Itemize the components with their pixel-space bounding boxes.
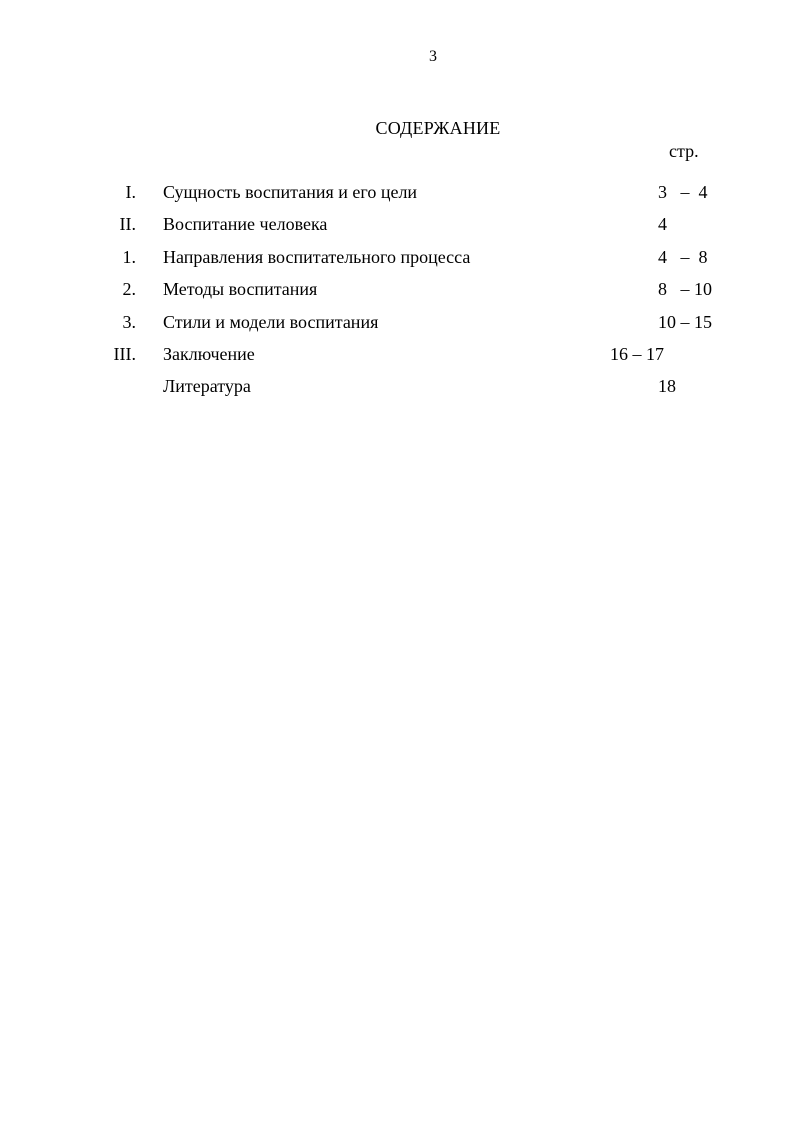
toc-entry-methods bbox=[0, 275, 800, 307]
toc-entry-number: II. bbox=[119, 214, 136, 235]
toc-entry-number: 3. bbox=[122, 311, 136, 332]
toc-entry-pages: 8 – 10 bbox=[658, 279, 712, 300]
toc-entry-essence bbox=[0, 178, 800, 210]
pages-column-label: стр. bbox=[669, 141, 699, 161]
toc-entry-title: Заключение bbox=[163, 343, 255, 364]
toc-entry-title: Воспитание человека bbox=[163, 214, 328, 235]
toc-entry-number: III. bbox=[113, 343, 136, 364]
toc-entry-number: I. bbox=[125, 182, 136, 202]
toc-entry-title: Методы воспитания bbox=[163, 279, 318, 300]
toc-entry-number: 2. bbox=[122, 279, 136, 300]
toc-entry-human-upbringing bbox=[0, 210, 800, 242]
toc-entry-literature bbox=[0, 372, 800, 404]
toc-entry-number: 1. bbox=[122, 246, 136, 267]
toc-entry-pages: 3 – 4 bbox=[658, 182, 708, 202]
toc-entry-pages: 4 – 8 bbox=[658, 246, 708, 267]
table-of-contents bbox=[0, 178, 800, 405]
toc-entry-directions bbox=[0, 243, 800, 275]
toc-entry-pages: 18 bbox=[658, 376, 676, 397]
toc-entry-pages: 4 bbox=[658, 214, 667, 235]
toc-entry-styles-models bbox=[0, 308, 800, 340]
toc-entry-title: Литература bbox=[163, 376, 251, 397]
toc-entry-title: Сущность воспитания и его цели bbox=[163, 182, 418, 202]
toc-entry-title: Направления воспитательного процесса bbox=[163, 246, 471, 267]
toc-entry-pages: 10 – 15 bbox=[658, 311, 712, 332]
toc-entry-conclusion bbox=[0, 340, 800, 372]
page-number: 3 bbox=[429, 48, 437, 65]
toc-entry-pages: 16 – 17 bbox=[610, 343, 664, 364]
page-title: СОДЕРЖАНИЕ bbox=[375, 118, 501, 138]
toc-entry-title: Стили и модели воспитания bbox=[163, 311, 379, 332]
